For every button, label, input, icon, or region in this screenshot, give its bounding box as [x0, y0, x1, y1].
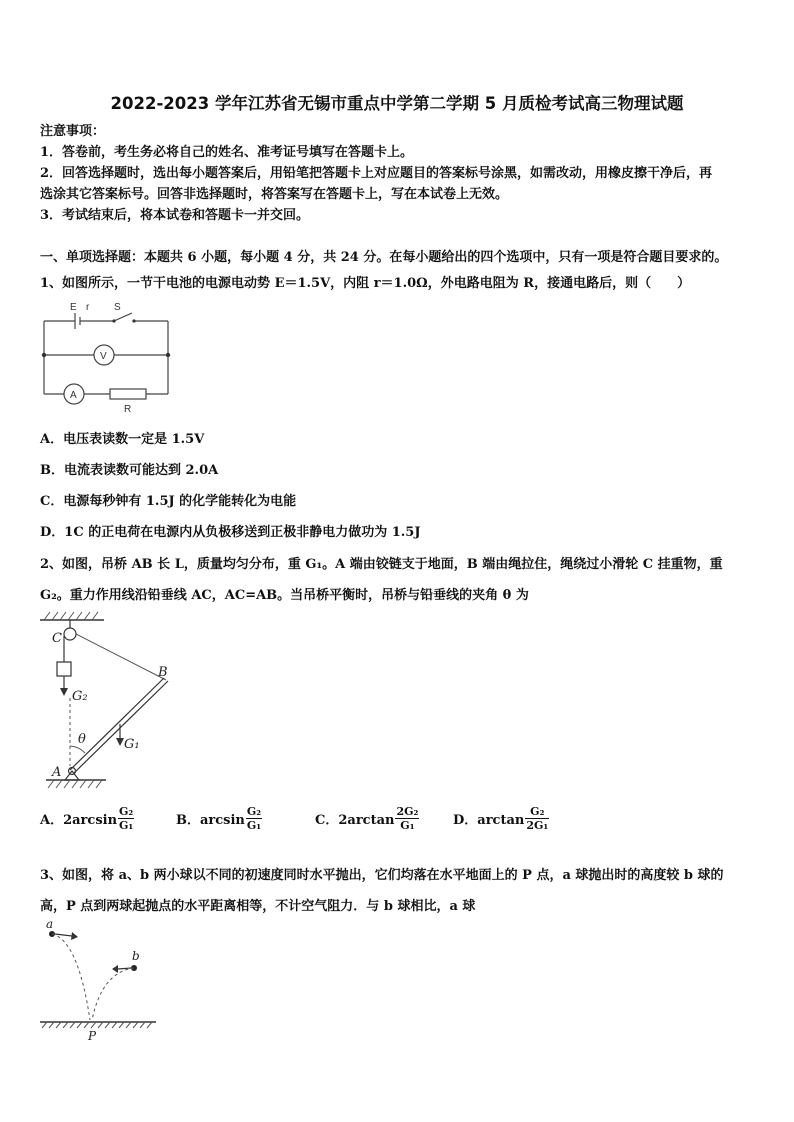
- q2-option-d: D．arctan $\frac{\text{G₂}}{\text{2G₁}}$: [453, 805, 549, 832]
- q2-drawbridge-diagram: [36, 610, 186, 790]
- ammeter-label: A: [70, 390, 77, 401]
- notice-item: 选涂其它答案标号。回答非选择题时，将答案写在答题卡上，写在本试卷上无效。: [40, 187, 509, 202]
- label-S: S: [114, 302, 121, 313]
- hanging-weight: [57, 662, 71, 676]
- q3-stem-line2: 高，P 点到两球起抛点的水平距离相等，不计空气阻力．与 b 球相比，a 球: [40, 899, 476, 914]
- label-A: A: [52, 765, 62, 780]
- label-b: b: [132, 949, 140, 963]
- notice-item: 2．回答选择题时，选出每小题答案后，用铅笔把答题卡上对应题目的答案标号涂黑，如需改动，用橡皮擦干净后，再: [40, 166, 713, 181]
- junction-node: [42, 353, 46, 357]
- label-C: C: [52, 631, 62, 646]
- q1-option-d: D．1C 的正电荷在电源内从负极移送到正极非静电力做功为 1.5J: [40, 525, 421, 540]
- resistor-label: R: [124, 404, 132, 415]
- q2-option-b: B．arcsin $\frac{\text{G₂}}{\text{G₁}}$: [176, 805, 262, 832]
- q3-projectile-diagram: [38, 920, 162, 1046]
- label-a: a: [46, 920, 54, 931]
- notice-heading: 注意事项：: [40, 124, 106, 139]
- label-G1: G₁: [124, 737, 140, 752]
- junction-node: [166, 353, 170, 357]
- label-E: E: [70, 302, 77, 313]
- q2-stem-line1: 2、如图，吊桥 AB 长 L，质量均匀分布，重 G₁。A 端由铰链支于地面，B 端由绳拉住，绳绕过小滑轮 C 挂重物，重: [40, 557, 723, 572]
- section-heading: 一、单项选择题：本题共 6 小题，每小题 4 分，共 24 分。在每小题给出的四个选项中，只有一项是符合题目要求的。: [40, 250, 728, 265]
- label-G2: G₂: [72, 689, 88, 704]
- q1-circuit-diagram: [38, 298, 178, 416]
- notice-item: 3．考试结束后，将本试卷和答题卡一并交回。: [40, 208, 310, 223]
- page-title: 2022-2023 学年江苏省无锡市重点中学第二学期 5 月质检考试高三物理试题: [110, 94, 684, 113]
- q2-option-c: C．2arctan $\frac{\text{2G₂}}{\text{G₁}}$: [315, 805, 419, 832]
- q3-stem-line1: 3、如图，将 a、b 两小球以不同的初速度同时水平抛出，它们均落在水平地面上的 P 点，a 球抛出时的高度较 b 球的: [40, 868, 724, 883]
- notice-item: 1．答卷前，考生务必将自己的姓名、准考证号填写在答题卡上。: [40, 145, 414, 160]
- label-B: B: [158, 665, 168, 680]
- q1-stem: 1、如图所示，一节干电池的电源电动势 E＝1.5V，内阻 r＝1.0Ω，外电路电阻为 R，接通电路后，则（ ）: [40, 276, 691, 291]
- label-theta: θ: [78, 732, 86, 747]
- voltmeter-label: V: [100, 351, 107, 362]
- q2-option-a: A．2arcsin $\frac{\text{G₂}}{\text{G₁}}$: [40, 805, 134, 832]
- pulley-icon: [64, 628, 76, 640]
- q2-stem-line2: G₂。重力作用线沿铅垂线 AC，AC=AB。当吊桥平衡时，吊桥与铅垂线的夹角 θ 为: [40, 588, 529, 603]
- q1-option-b: B．电流表读数可能达到 2.0A: [40, 463, 219, 478]
- q1-option-c: C．电源每秒钟有 1.5J 的化学能转化为电能: [40, 494, 297, 509]
- label-P: P: [88, 1029, 97, 1043]
- q1-option-a: A．电压表读数一定是 1.5V: [40, 432, 205, 447]
- label-r: r: [86, 302, 90, 313]
